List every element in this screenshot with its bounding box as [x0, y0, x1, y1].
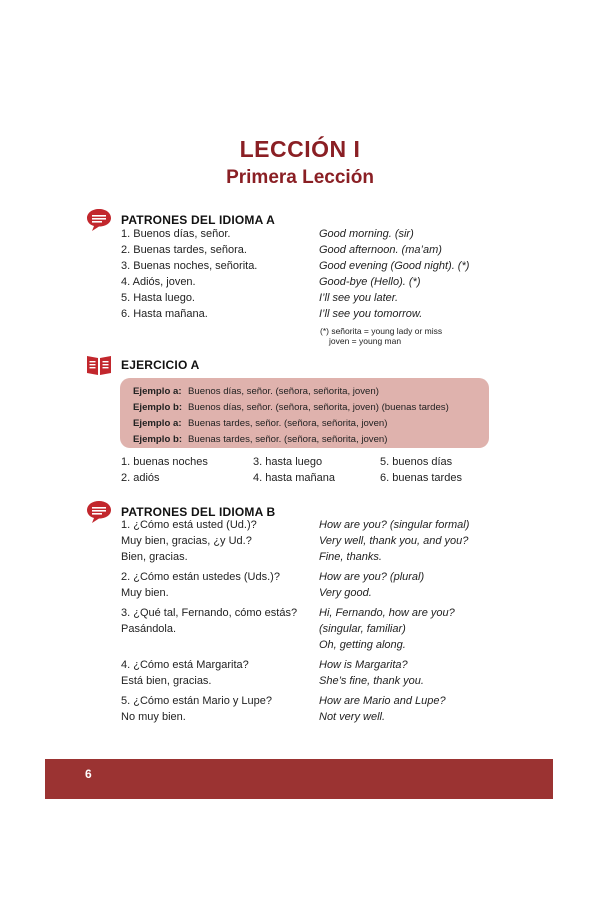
english-translation: I’ll see you tomorrow. — [319, 308, 423, 320]
spanish-phrase: 1. ¿Cómo está usted (Ud.)? — [121, 519, 257, 531]
english-translation: How are you? (plural) — [319, 571, 425, 583]
phrase-row — [121, 657, 501, 673]
example-label: Ejemplo a: — [133, 417, 182, 429]
footnote — [320, 326, 442, 346]
exercise-item: 4. hasta mañana — [253, 472, 335, 484]
english-translation: Oh, getting along. — [319, 639, 406, 651]
example-box — [120, 378, 489, 448]
section-heading-label: PATRONES DEL IDIOMA B — [121, 505, 276, 519]
phrase-row — [121, 569, 501, 585]
english-translation: How are Mario and Lupe? — [319, 695, 446, 707]
spanish-phrase: Muy bien. — [121, 587, 169, 599]
lesson-title: LECCIÓN I — [239, 136, 361, 162]
spanish-phrase: 2. Buenas tardes, señora. — [121, 244, 247, 256]
phrase-row — [121, 533, 501, 549]
lesson-header — [0, 136, 600, 189]
phrase-row — [121, 621, 501, 637]
spanish-phrase — [121, 637, 319, 653]
example-row — [120, 383, 489, 399]
spanish-phrase: No muy bien. — [121, 711, 186, 723]
footer-bar — [45, 759, 553, 799]
english-translation: I’ll see you later. — [319, 292, 399, 304]
english-translation: Good evening (Good night). (*) — [319, 260, 470, 272]
spanish-phrase: 5. ¿Cómo están Mario y Lupe? — [121, 695, 273, 707]
phrase-row — [121, 673, 501, 689]
exercise-item: 3. hasta luego — [253, 456, 323, 468]
spanish-phrase: 4. Adiós, joven. — [121, 276, 196, 288]
english-translation: Good afternoon. (ma’am) — [319, 244, 442, 256]
english-translation: Good-bye (Hello). (*) — [319, 276, 421, 288]
patrones-a-list — [121, 226, 501, 322]
english-translation: How is Margarita? — [319, 659, 408, 671]
phrase-row — [121, 274, 501, 290]
english-translation: Very good. — [319, 587, 372, 599]
spanish-phrase: Está bien, gracias. — [121, 675, 212, 687]
exercise-items — [121, 454, 481, 486]
example-label: Ejemplo b: — [133, 433, 183, 445]
exercise-row — [121, 454, 481, 470]
english-translation: Very well, thank you, and you? — [319, 535, 469, 547]
footnote-line: joven = young man — [329, 336, 402, 346]
example-text: Buenas tardes, señor. (señora, señorita, joven) — [188, 417, 388, 429]
phrase-row — [121, 290, 501, 306]
english-translation: Hi, Fernando, how are you? — [319, 607, 455, 619]
exercise-item: 2. adiós — [121, 472, 160, 484]
lesson-subtitle: Primera Lección — [226, 167, 374, 188]
example-row — [120, 431, 489, 447]
phrase-row — [121, 242, 501, 258]
phrase-row — [121, 585, 501, 601]
patrones-b-list — [121, 517, 501, 725]
example-text: Buenos días, señor. (señora, señorita, joven) (buenas tardes) — [188, 401, 449, 413]
spanish-phrase: Muy bien, gracias, ¿y Ud.? — [121, 535, 252, 547]
exercise-item: 6. buenas tardes — [380, 472, 462, 484]
english-translation: She’s fine, thank you. — [319, 675, 424, 687]
english-translation: Good morning. (sir) — [319, 228, 414, 240]
example-row — [120, 415, 489, 431]
english-translation: How are you? (singular formal) — [319, 519, 470, 531]
section-heading-label: PATRONES DEL IDIOMA A — [121, 213, 275, 227]
phrase-row — [121, 306, 501, 322]
spanish-phrase: 5. Hasta luego. — [121, 292, 195, 304]
phrase-row — [121, 549, 501, 565]
exercise-row — [121, 470, 481, 486]
phrase-row — [121, 637, 501, 653]
english-translation: (singular, familiar) — [319, 623, 406, 635]
spanish-phrase: 2. ¿Cómo están ustedes (Uds.)? — [121, 571, 280, 583]
speech-bubble-icon — [86, 208, 112, 232]
spanish-phrase: 6. Hasta mañana. — [121, 308, 208, 320]
example-row — [120, 399, 489, 415]
page-number: 6 — [85, 767, 92, 781]
speech-bubble-icon — [86, 500, 112, 524]
example-label: Ejemplo b: — [133, 401, 183, 413]
section-ejercicio-a-heading — [86, 353, 199, 377]
phrase-row — [121, 258, 501, 274]
english-translation: Fine, thanks. — [319, 551, 382, 563]
spanish-phrase: 3. ¿Qué tal, Fernando, cómo estás? — [121, 607, 298, 619]
section-heading-label: EJERCICIO A — [121, 358, 200, 372]
spanish-phrase: 4. ¿Cómo está Margarita? — [121, 659, 249, 671]
open-book-icon — [86, 353, 112, 377]
exercise-item: 1. buenas noches — [121, 456, 208, 468]
phrase-row — [121, 517, 501, 533]
phrase-row — [121, 605, 501, 621]
example-text: Buenos días, señor. (señora, señorita, joven) — [188, 385, 379, 397]
spanish-phrase: 3. Buenas noches, señorita. — [121, 260, 258, 272]
example-label: Ejemplo a: — [133, 385, 182, 397]
example-text: Buenas tardes, señor. (señora, señorita, joven) — [188, 433, 388, 445]
phrase-row — [121, 693, 501, 709]
english-translation: Not very well. — [319, 711, 386, 723]
spanish-phrase: Pasándola. — [121, 623, 177, 635]
footnote-line: (*) señorita = young lady or miss — [320, 326, 443, 336]
phrase-row — [121, 709, 501, 725]
spanish-phrase: Bien, gracias. — [121, 551, 188, 563]
spanish-phrase: 1. Buenos días, señor. — [121, 228, 231, 240]
phrase-row — [121, 226, 501, 242]
exercise-item: 5. buenos días — [380, 456, 453, 468]
